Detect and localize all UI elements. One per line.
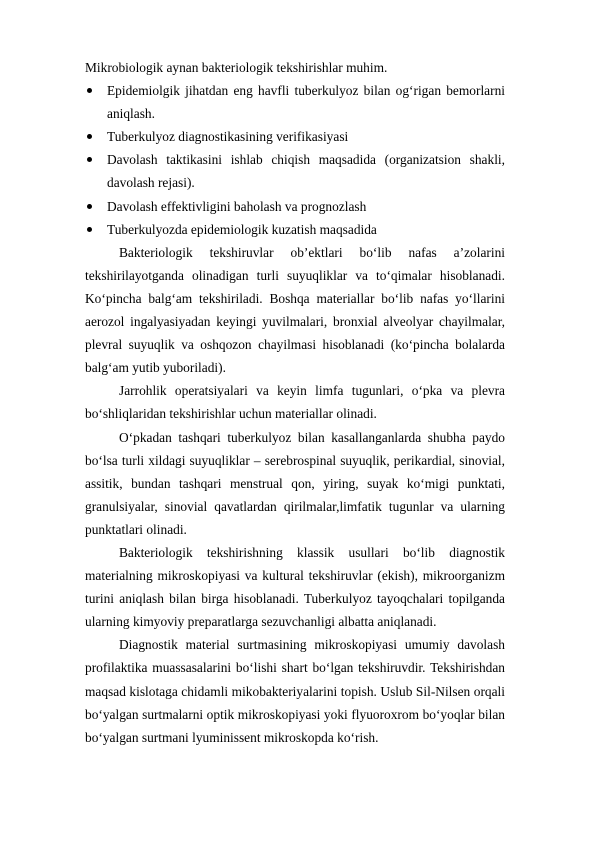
paragraph-objects: Bakteriologik tekshiruvlar ob’ektlari bo‘lib nafas a’zolarini tekshirilayotganda olinadigan turli suyuqliklar va to‘qimalar hisoblanadi. Ko‘pincha balg‘am tekshiriladi. Boshqa materiallar bo‘lib nafas yo‘llarini aerozol ingalyasiyadan keyingi yuvilmalari, bronxial alveolyar chayilmalar, plevral suyuqlik va oshqozon chayilmasi hisoblanadi (ko‘pincha bolalarda balg‘am yutib yuboriladi). [85,244,505,376]
list-item [85,125,505,148]
bullet-icon [87,134,92,139]
paragraph-surgical-materials: Jarrohlik operatsiyalari va keyin limfa tugunlari, o‘pka va plevra bo‘shliqlaridan tekshirishlar uchun materiallar olinadi. [85,383,505,422]
list-item [85,148,505,194]
intro-line: Mikrobiologik aynan bakteriologik tekshirishlar muhim. [85,60,388,75]
bullet-icon [87,227,92,232]
bullet-icon [87,157,92,162]
list-item [85,218,505,241]
list-item-text: Tuberkulyozda epidemiologik kuzatish maqsadida [107,221,377,237]
paragraph-microscopy: Diagnostik material surtmasining mikroskopiyasi umumiy davolash profilaktika muassasalarini bo‘lishi shart bo‘lgan tekshiruvdir. Tekshirishdan maqsad kislotaga chidamli mikobakteriyalarini topish. Uslub Sil-Nilsen orqali bo‘yalgan surtmalarni optik mikroskopiyasi yoki flyuoroxrom bo‘yoqlar bilan bo‘yalgan surtmani lyuminissent mikroskopda ko‘rish. [85,637,505,745]
bullet-icon [87,88,92,93]
list-item-text: Epidemiolgik jihatdan eng havfli tuberkulyoz bilan og‘rigan bemorlarni aniqlash. [107,83,505,122]
list-item [85,79,505,125]
bullet-icon [87,204,92,209]
paragraph-classic-methods: Bakteriologik tekshirishning klassik usullari bo‘lib diagnostik materialning mikroskopiyasi va kultural tekshiruvlar (ekish), mikroorganizm turini aniqlash bilan birga hisoblanadi. Tuberkulyoz tayoqchalari topilganda ularning kimyoviy preparatlarga sezuvchanligi albatta aniqlanadi. [85,544,505,630]
list-item-text: Davolash taktikasini ishlab chiqish maqsadida (organizatsion shakli, davolash rejasi). [107,152,505,191]
list-item-text: Tuberkulyoz diagnostikasining verifikasiyasi [107,129,349,145]
list-item [85,195,505,218]
list-item-text: Davolash effektivligini baholash va prognozlash [107,198,367,214]
paragraph-extrapulmonary: O‘pkadan tashqari tuberkulyoz bilan kasallanganlarda shubha paydo bo‘lsa turli xildagi suyuqliklar – serebrospinal suyuqlik, perikardial, sinovial, assitik, bundan tashqari menstrual qon, yiring, suyak ko‘migi punktati, granulsiyalar, sinovial qavatlardan qirilmalar,limfatik tugunlar va ularning punktatlari olinadi. [85,429,505,537]
purpose-list [85,79,505,241]
document-body [85,56,505,749]
